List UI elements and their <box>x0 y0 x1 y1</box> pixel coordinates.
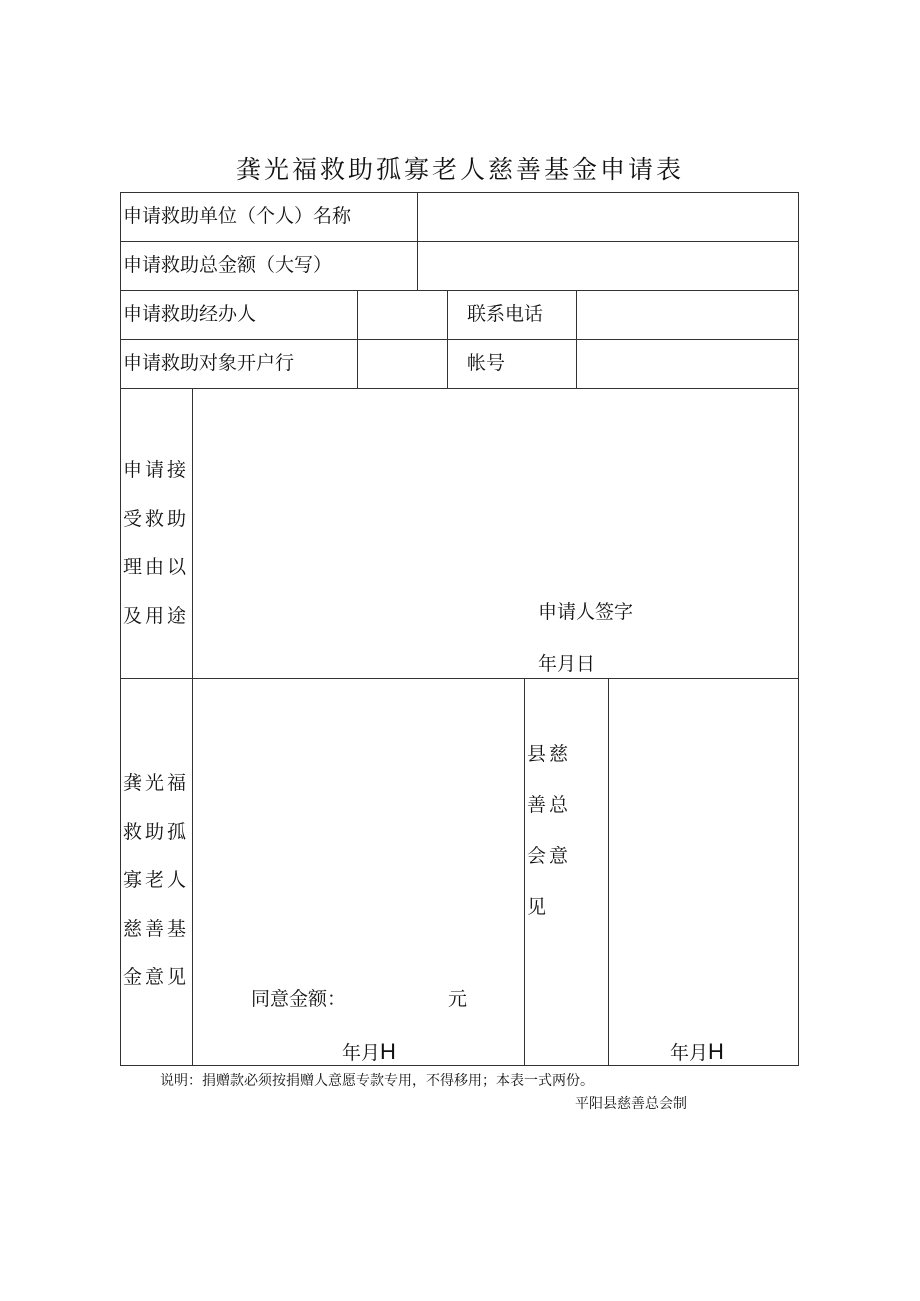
footer-note: 说明：捐赠款必须按捐赠人意愿专款专用，不得移用；本表一式两份。 <box>160 1073 594 1089</box>
table-border-bottom <box>120 1065 799 1066</box>
county-opinion-label: 县慈 善总 会意 见 <box>527 743 572 918</box>
county-opinion-date <box>670 1041 724 1063</box>
applicant-signature-label: 申请人签字 <box>538 601 634 623</box>
phone-field[interactable] <box>577 291 798 339</box>
column-divider <box>447 290 448 388</box>
handler-label: 申请救助经办人 <box>123 303 257 325</box>
reason-field[interactable] <box>193 389 798 589</box>
currency-unit-label: 元 <box>448 988 468 1010</box>
fund-opinion-date <box>342 1041 396 1063</box>
fund-opinion-label: 龚光福 救助孤 寡老人 慈善基 金意见 <box>123 772 190 988</box>
bank-label: 申请救助对象开户行 <box>123 352 295 374</box>
footer-maker: 平阳县慈善总会制 <box>575 1096 687 1112</box>
table-border-left <box>120 192 121 1066</box>
account-field[interactable] <box>577 340 798 388</box>
county-opinion-date-label: 年月 <box>670 1042 709 1064</box>
handler-field[interactable] <box>358 291 447 339</box>
phone-label: 联系电话 <box>467 303 544 325</box>
fund-opinion-date-label: 年月 <box>342 1042 381 1064</box>
column-divider <box>524 678 525 1065</box>
reason-date-label: 年月日 <box>538 653 596 675</box>
fund-opinion-field[interactable] <box>193 679 524 979</box>
county-opinion-field[interactable] <box>609 679 798 1029</box>
reason-label: 申请接 受救助 理由以 及用途 <box>123 459 190 627</box>
unit-name-field[interactable] <box>418 193 798 241</box>
agree-amount-label: 同意金额： <box>251 988 347 1010</box>
form-title: 龚光福救助孤寡老人慈善基金申请表 <box>235 155 684 184</box>
total-amount-field[interactable] <box>418 242 798 290</box>
unit-name-label: 申请救助单位（个人）名称 <box>123 205 352 227</box>
table-border-right <box>798 192 799 1066</box>
fund-opinion-date-suffix: H <box>380 1039 396 1064</box>
total-amount-label: 申请救助总金额（大写） <box>123 254 333 276</box>
county-opinion-date-suffix: H <box>708 1039 724 1064</box>
account-label: 帐号 <box>467 352 506 374</box>
bank-field[interactable] <box>358 340 447 388</box>
